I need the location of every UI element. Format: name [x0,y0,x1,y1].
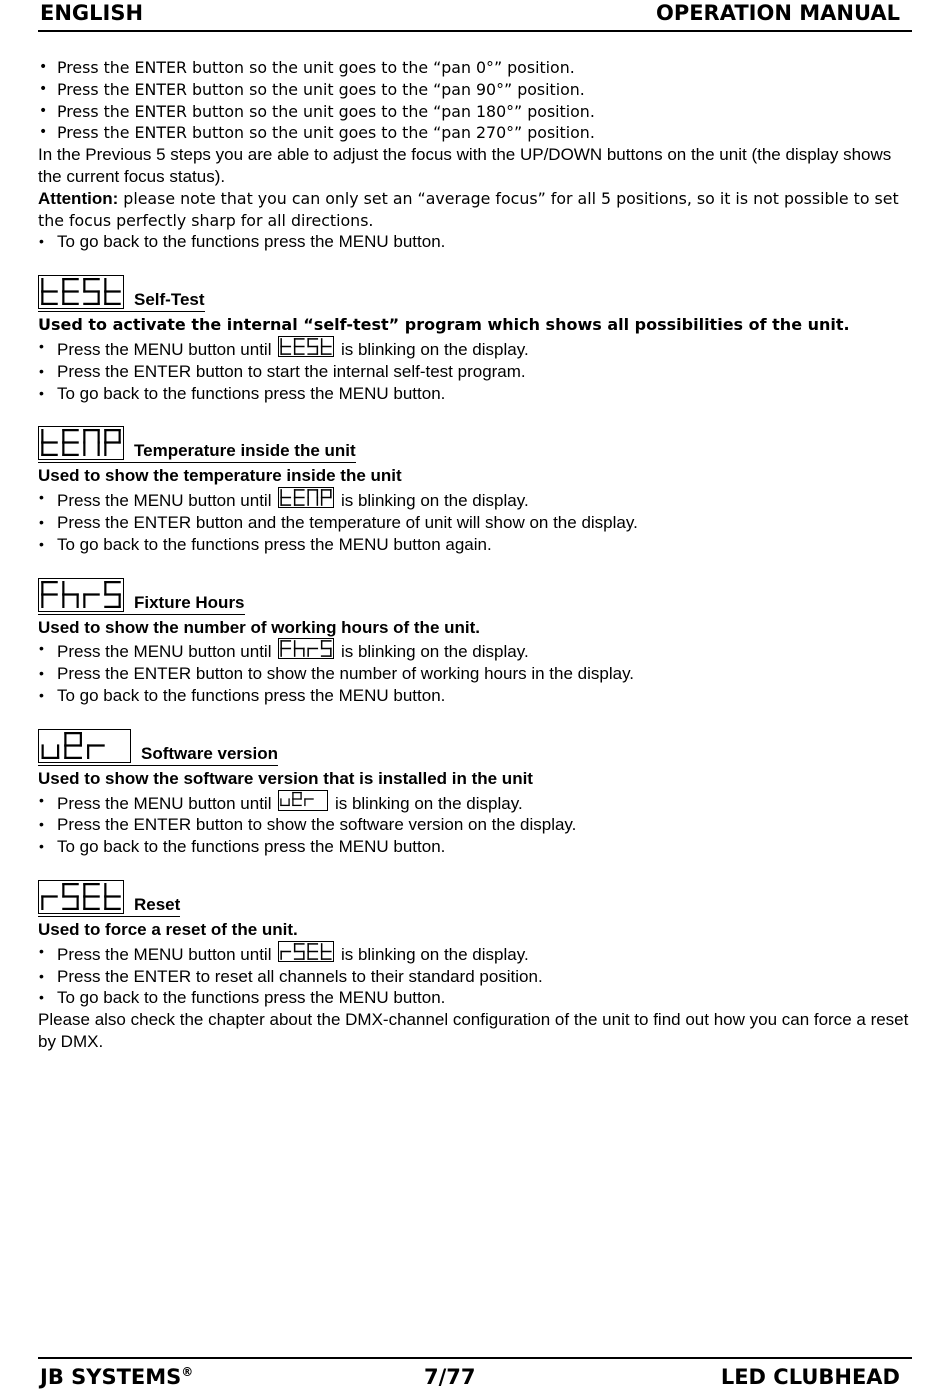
step-text: Press the MENU button until [57,491,277,511]
focus-paragraph: In the Previous 5 steps you are able to adjust the focus with the UP/DOWN buttons on the unit (the display shows the current focus status). [38,145,892,186]
display-icon [38,729,131,763]
section-title-row [38,426,356,463]
step-text: is blinking on the display. [336,339,529,359]
section-subtitle: Used to show the software version that is installed in the unit [38,768,533,788]
display-icon [38,426,124,460]
display-icon-small [278,487,334,508]
list-item: • Press the ENTER button so the unit goes to the “pan 180°” position. [38,101,910,123]
step-text: Press the MENU button until [57,339,277,359]
step-text: is blinking on the display. [330,793,523,813]
section-subtitle: Used to show the number of working hours of the unit. [38,617,480,637]
list-item [38,638,910,663]
section-self-test [38,275,910,404]
registered-mark: ® [181,1365,194,1379]
display-icon [38,880,124,914]
list-item: • Press the ENTER button to show the number of working hours in the display. [38,663,910,685]
list-item: • Press the ENTER to reset all channels to their standard position. [38,966,910,988]
section-fixture-hours [38,578,910,707]
list-item: • Press the ENTER button to show the software version on the display. [38,814,910,836]
section-title-row [38,880,180,917]
section-steps [38,336,910,404]
section-steps [38,941,910,1009]
section-subtitle: Used to activate the internal “self-test” program which shows all possibilities of the unit. [38,315,850,335]
section-temperature [38,426,910,555]
attention-label: Attention: [38,188,119,208]
page-header [38,0,912,32]
attention-paragraph [38,188,910,232]
reset-note: Please also check the chapter about the DMX-channel configuration of the unit to find out how you can force a reset by DMX. [38,1010,909,1051]
section-title-row [38,578,245,615]
section-title: Self-Test [134,290,205,310]
brand-name: JB SYSTEMS [40,1365,182,1389]
attention-text: please note that you can only set an “average focus” for all 5 positions, so it is not possible to set the focus perfectly sharp for all directions. [38,188,899,230]
list-item [38,487,910,512]
list-item: • Press the ENTER button and the temperature of unit will show on the display. [38,512,910,534]
list-item: • Press the ENTER button so the unit goes to the “pan 270°” position. [38,122,910,144]
display-icon [38,578,124,612]
section-title-row [38,729,278,766]
step-text: is blinking on the display. [336,944,529,964]
section-subtitle: Used to force a reset of the unit. [38,919,298,939]
section-title-row [38,275,205,312]
list-item: • Press the ENTER button so the unit goes to the “pan 0°” position. [38,57,910,79]
header-manual-title: OPERATION MANUAL [655,1,900,25]
section-steps [38,790,910,858]
list-item: • To go back to the functions press the MENU button. [38,383,910,405]
page-number: 7/77 [424,1365,476,1389]
section-steps [38,638,910,706]
section-reset [38,880,910,1053]
display-icon-small [278,790,328,811]
list-item [38,336,910,361]
section-subtitle: Used to show the temperature inside the unit [38,466,402,486]
display-icon [38,275,124,309]
footer-brand [40,1365,193,1389]
list-item: • To go back to the functions press the MENU button. [38,836,910,858]
footer-product: LED CLUBHEAD [720,1365,900,1389]
list-item [38,941,910,966]
page-content [38,57,910,1053]
list-item: • To go back to the functions press the MENU button. [38,231,910,253]
section-title: Reset [134,894,181,914]
display-icon-small [278,941,334,962]
step-text: Press the MENU button until [57,944,277,964]
display-icon-small [278,638,334,659]
list-item [38,790,910,815]
page-footer [38,1357,912,1399]
list-item: • To go back to the functions press the MENU button. [38,987,910,1009]
section-title: Fixture Hours [134,592,245,612]
step-text: is blinking on the display. [336,491,529,511]
section-title: Temperature inside the unit [134,441,356,461]
list-item: • Press the ENTER button to start the internal self-test program. [38,361,910,383]
list-item: • To go back to the functions press the MENU button again. [38,534,910,556]
section-steps [38,487,910,555]
pan-steps-list [38,57,910,144]
step-text: is blinking on the display. [336,642,529,662]
section-software-version [38,729,910,858]
display-icon-small [278,336,334,357]
step-text: Press the MENU button until [57,793,277,813]
step-text: Press the MENU button until [57,642,277,662]
intro-back-list [38,231,910,253]
section-title: Software version [141,743,278,763]
list-item: • To go back to the functions press the MENU button. [38,685,910,707]
header-language: ENGLISH [40,1,144,25]
list-item: • Press the ENTER button so the unit goes to the “pan 90°” position. [38,79,910,101]
